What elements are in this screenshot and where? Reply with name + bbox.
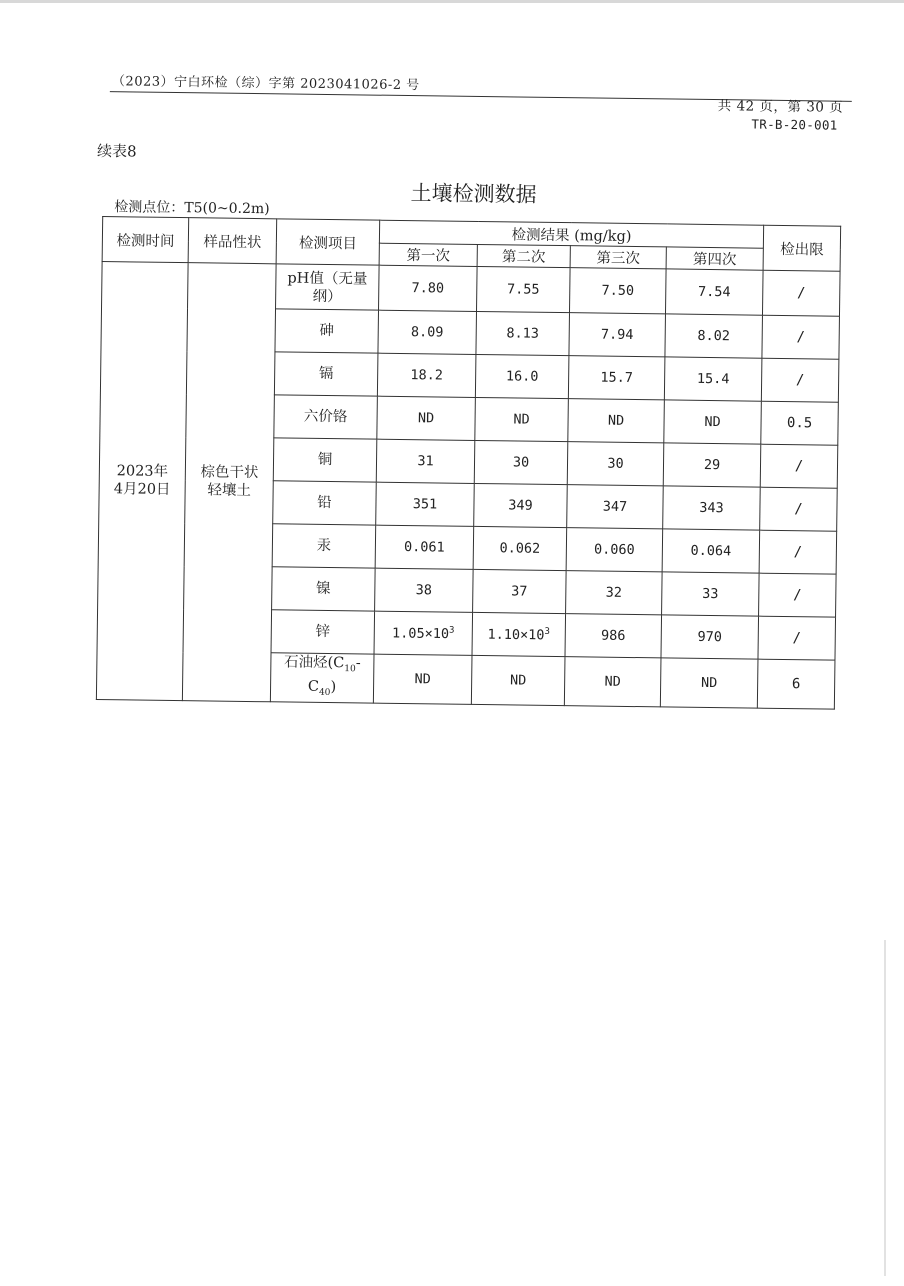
item-cell: 汞 — [272, 524, 376, 568]
item-cell: 砷 — [275, 309, 379, 353]
col-header-results: 检测结果 (mg/kg) — [379, 220, 763, 248]
soil-data-table — [96, 216, 841, 709]
limit-cell: / — [759, 573, 837, 617]
result-cell: 37 — [473, 569, 567, 613]
result-cell: 0.064 — [662, 529, 760, 573]
col-header-run-4: 第四次 — [666, 247, 763, 270]
result-cell: 0.060 — [566, 528, 663, 572]
result-cell: 31 — [376, 439, 475, 483]
limit-cell: / — [760, 444, 838, 488]
form-code: TR-B-20-001 — [751, 116, 838, 133]
sample-state-cell — [182, 263, 276, 702]
limit-cell: 6 — [757, 659, 835, 709]
item-cell: 锌 — [271, 610, 375, 654]
limit-cell: / — [762, 315, 840, 359]
result-cell: 7.94 — [569, 313, 666, 357]
result-cell: 30 — [567, 442, 664, 486]
col-header-state: 样品性状 — [188, 218, 277, 264]
result-cell: 8.02 — [665, 314, 763, 358]
result-cell: ND — [568, 399, 665, 443]
result-cell: ND — [660, 658, 758, 708]
result-cell: ND — [373, 654, 472, 704]
result-cell: 7.54 — [665, 269, 763, 315]
col-header-run-3: 第三次 — [570, 246, 666, 269]
limit-cell: 0.5 — [761, 401, 839, 445]
item-text: -C — [307, 655, 361, 695]
result-cell: 7.80 — [379, 265, 478, 311]
result-exponent: 3 — [544, 626, 551, 637]
result-cell — [374, 611, 473, 655]
result-exponent: 3 — [448, 625, 455, 636]
limit-cell: / — [758, 616, 836, 660]
limit-cell: / — [761, 358, 839, 402]
sample-date-year: 2023年 — [116, 463, 169, 481]
result-cell: 347 — [567, 485, 664, 529]
result-cell: ND — [471, 655, 565, 705]
item-cell: 镉 — [274, 352, 378, 396]
item-cell: 六价铬 — [274, 395, 378, 439]
col-header-item: 检测项目 — [276, 219, 380, 265]
result-cell: ND — [664, 400, 762, 444]
item-subscript: 40 — [318, 687, 331, 698]
result-cell: ND — [564, 657, 661, 707]
sample-state-color: 棕色干状 — [200, 464, 259, 482]
result-cell: 33 — [662, 572, 760, 616]
table-continuation-label: 续表8 — [96, 141, 137, 161]
result-cell: 7.50 — [569, 268, 666, 314]
result-cell: 16.0 — [475, 354, 569, 398]
item-cell: 铅 — [273, 481, 377, 525]
item-cell: 铜 — [273, 438, 377, 482]
result-cell: 7.55 — [477, 266, 571, 312]
result-cell: 0.062 — [473, 526, 567, 570]
result-cell: 32 — [566, 571, 663, 615]
result-cell: 15.4 — [664, 357, 762, 401]
result-mantissa: 1.05×10 — [392, 625, 450, 642]
table-title: 土壤检测数据 — [410, 181, 537, 207]
report-number: （2023）宁白环检（综）字第 2023041026-2 号 — [111, 74, 420, 94]
limit-cell: / — [760, 487, 838, 531]
result-cell — [472, 612, 566, 656]
result-cell: 8.09 — [378, 310, 477, 354]
result-cell: 18.2 — [377, 353, 476, 397]
col-header-run-1: 第一次 — [379, 243, 477, 266]
limit-cell: / — [759, 530, 837, 574]
item-text: ) — [330, 678, 337, 696]
item-cell: pH值（无量纲） — [276, 264, 380, 310]
result-cell: 30 — [474, 440, 568, 484]
sample-date-day: 4月20日 — [113, 481, 171, 499]
sample-date-cell — [96, 262, 188, 701]
result-cell: ND — [475, 397, 569, 441]
limit-cell: / — [763, 270, 841, 316]
result-cell: 8.13 — [476, 311, 570, 355]
result-cell: 29 — [663, 443, 761, 487]
result-cell: 970 — [661, 615, 759, 659]
table-row — [102, 262, 841, 317]
result-cell: 351 — [376, 482, 475, 526]
result-cell: 986 — [565, 614, 662, 658]
result-cell: 349 — [474, 483, 568, 527]
item-cell — [270, 653, 374, 703]
result-cell: 343 — [663, 486, 761, 530]
result-mantissa: 1.10×10 — [487, 626, 545, 644]
col-header-limit: 检出限 — [763, 225, 841, 271]
result-cell: 15.7 — [568, 356, 665, 400]
item-cell: 镍 — [272, 567, 376, 611]
sampling-location: 检测点位：T5(0~0.2m) — [114, 199, 270, 218]
col-header-run-2: 第二次 — [477, 244, 570, 267]
page-count: 共 42 页，第 30 页 — [717, 98, 844, 116]
result-cell: 38 — [375, 568, 474, 612]
item-text: 石油烃(C — [283, 654, 345, 672]
col-header-time: 检测时间 — [102, 217, 189, 263]
result-cell: ND — [377, 396, 476, 440]
item-subscript: 10 — [344, 664, 356, 675]
sample-state-texture: 轻壤土 — [207, 482, 251, 500]
result-cell: 0.061 — [375, 525, 474, 569]
